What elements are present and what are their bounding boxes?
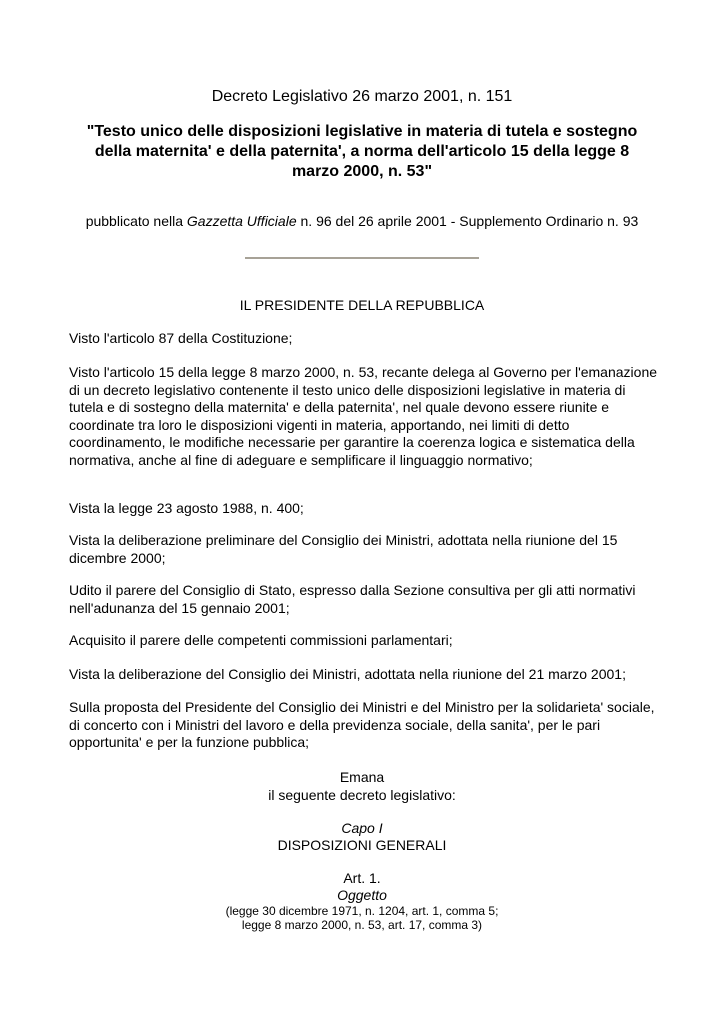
preamble-paragraph: Udito il parere del Consiglio di Stato, espresso dalla Sezione consultiva per gli atti normativi nell'adunanza del 15 gennaio 2001; — [69, 582, 636, 616]
chapter-title: DISPOSIZIONI GENERALI — [277, 837, 447, 853]
preamble-paragraph: Vista la deliberazione del Consiglio dei Ministri, adottata nella riunione del 21 marzo 2001; — [69, 666, 626, 682]
president-heading: IL PRESIDENTE DELLA REPUBBLICA — [239, 297, 485, 313]
preamble-paragraph: Vista la legge 23 agosto 1988, n. 400; — [69, 500, 304, 516]
chapter-label: Capo I — [341, 820, 383, 836]
publication-prefix: pubblicato nella — [85, 213, 187, 229]
decree-subtitle: "Testo unico delle disposizioni legislative in materia di tutela e sostegno della maternita' e della paternita', a norma dell'articolo 15 della legge 8 marzo 2000, n. 53" — [86, 123, 638, 180]
enactment-line: Emana — [339, 769, 385, 785]
preamble-paragraph: Visto l'articolo 15 della legge 8 marzo 2000, n. 53, recante delega al Governo per l'emanazione di un decreto legislativo contenente il testo unico delle disposizioni legislative in materia di tutela e di sostegno della maternita' e della paternita', nel quale devono essere riunite e coordinate tra loro le disposizioni vigenti in materia, apportando, nei limiti di detto coordinamento, le modifiche necessarie per garantire la coerenza logica e sistematica della normativa, anche al fine di adeguare e semplificare il linguaggio normativo; — [69, 364, 658, 468]
publication-suffix: n. 96 del 26 aprile 2001 - Supplemento Ordinario n. 93 — [296, 213, 639, 229]
article-title: Oggetto — [337, 887, 387, 903]
preamble-paragraph: Sulla proposta del Presidente del Consiglio dei Ministri e del Ministro per la solidarieta' sociale, di concerto con i Ministri del lavoro e della previdenza sociale, della sanita', per le pari opportunita' e per la funzione pubblica; — [69, 699, 655, 750]
preamble-paragraph: Acquisito il parere delle competenti commissioni parlamentari; — [69, 632, 453, 648]
article-number: Art. 1. — [343, 870, 381, 886]
article-reference: (legge 30 dicembre 1971, n. 1204, art. 1, comma 5; — [225, 904, 499, 918]
enactment-line: il seguente decreto legislativo: — [268, 787, 456, 803]
gazette-name: Gazzetta Ufficiale — [186, 213, 297, 229]
preamble-paragraph: Vista la deliberazione preliminare del Consiglio dei Ministri, adottata nella riunione del 15 dicembre 2000; — [69, 532, 618, 566]
article-reference: legge 8 marzo 2000, n. 53, art. 17, comma 3) — [241, 918, 483, 932]
publication-line — [0, 212, 724, 230]
preamble-paragraph: Visto l'articolo 87 della Costituzione; — [69, 330, 293, 346]
horizontal-divider — [245, 257, 479, 259]
decree-title: Decreto Legislativo 26 marzo 2001, n. 151 — [211, 88, 513, 105]
